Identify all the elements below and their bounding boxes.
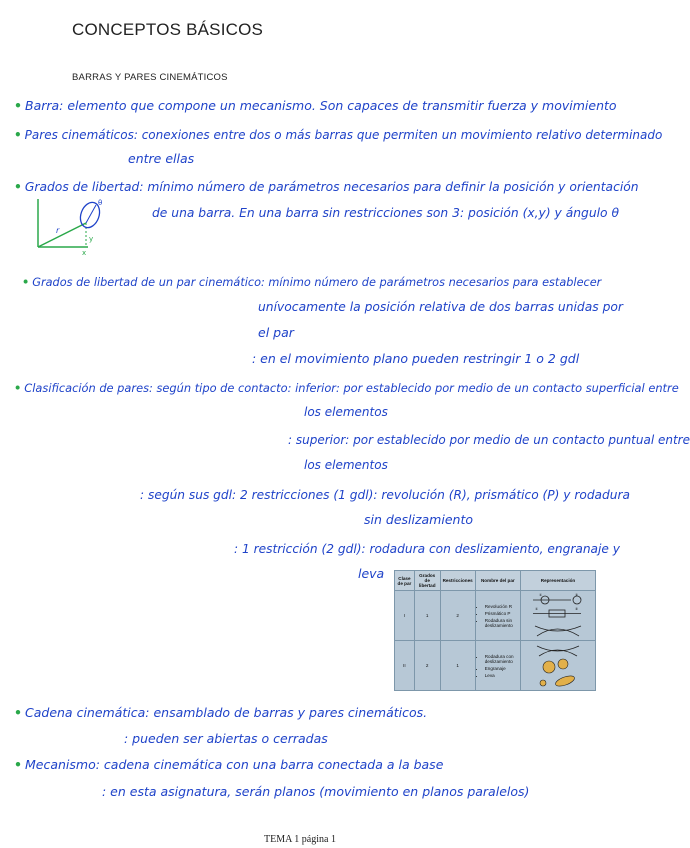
table-cell [475,641,520,691]
note-line-gdl [14,179,639,195]
note-line-clas-2: los elementos [304,405,388,419]
table-cell: I [395,591,415,641]
note-text: Grados de libertad: mínimo número de parámetros necesarios para definir la posición y orientación [24,180,639,194]
bar-axis [86,205,96,223]
note-line-pares [14,127,662,143]
page-title: CONCEPTOS BÁSICOS [72,20,264,39]
pair-name: • Rodadura sin deslizamiento [485,618,518,628]
position-vector [38,223,86,247]
note-line-cadena [14,705,427,721]
barra-sketch [26,195,116,257]
gear-icon [543,661,555,673]
label-x: x [82,249,87,257]
note-text: Grados de libertad de un par cinemático: mínimo número de parámetros necesarios para establecer [32,276,602,289]
note-line-gdl-cont: de una barra. En una barra sin restricciones son 3: posición (x,y) y ángulo θ [152,206,620,220]
rolling-contact-icon [535,626,581,631]
table-header: Representación [520,571,595,591]
table-cell: 2 [414,641,440,691]
rep-label: ① [538,593,543,597]
section-subtitle: BARRAS Y PARES CINEMÁTICOS [72,72,228,83]
table-cell-representation [520,641,595,691]
note-line-barra [14,98,617,114]
table-cell: 1 [440,641,475,691]
table-header: Nombre del par [475,571,520,591]
bullet: • [14,98,22,113]
rep-label: ① [534,607,539,611]
table-header: Restricciones [440,571,475,591]
bullet: • [14,705,22,720]
pair-name: • Revolución R [485,604,518,609]
note-text: Cadena cinemática: ensamblado de barras y pares cinemáticos. [25,705,428,720]
note-text: Pares cinemáticos: conexiones entre dos o más barras que permiten un movimiento relativo determinado [24,128,663,142]
table-cell: 2 [440,591,475,641]
table-cell: 1 [414,591,440,641]
pairs-classification-table [394,570,596,689]
table-header: Grados de libertad [414,571,440,591]
note-text: Clasificación de pares: según tipo de contacto: inferior: por establecido por medio de un contacto superficial entre [24,381,679,395]
note-text: Mecanismo: cadena cinemática con una barra conectada a la base [25,757,444,772]
bullet: • [22,276,30,289]
rep-label: ② [574,607,579,611]
note-line-clas-6: sin deslizamiento [364,512,473,527]
note-line-clasificacion [14,380,679,396]
table-header: Clase de par [395,571,415,591]
table-cell: II [395,641,415,691]
bullet: • [14,180,22,194]
pair-representation-class-1 [523,592,593,638]
note-line-clas-3: : superior: por establecido por medio de un contacto puntual entre [288,433,690,447]
note-line-mecanismo-2: : en esta asignatura, serán planos (movimiento en planos paralelos) [102,784,530,799]
label-r: r [56,226,60,235]
label-y: y [89,235,94,243]
note-line-gdl-par-2: unívocamente la posición relativa de dos barras unidas por [258,300,623,314]
pair-name: • Rodadura con deslizamiento [485,654,518,664]
cam-icon [554,674,576,688]
pair-name: • Engranaje [485,666,518,671]
page-footer: TEMA 1 página 1 [264,834,336,845]
note-line-clas-8: leva [358,566,385,581]
note-line-cadena-2: : pueden ser abiertas o cerradas [124,731,328,746]
note-line-clas-7: : 1 restricción (2 gdl): rodadura con deslizamiento, engranaje y [234,542,620,556]
pair-name: • Prismático P [485,611,518,616]
pair-representation-class-2 [523,642,593,688]
note-text: Barra: elemento que compone un mecanismo. Son capaces de transmitir fuerza y movimiento [25,98,617,113]
bullet: • [14,757,22,772]
gear-icon [558,659,568,669]
bullet: • [14,381,22,395]
rep-label: ② [574,593,579,597]
pair-name: • Leva [485,673,518,678]
note-line-clas-5: : según sus gdl: 2 restricciones (1 gdl): revolución (R), prismático (P) y rodadura [140,488,630,502]
table-cell [475,591,520,641]
note-line-clas-4: los elementos [304,458,388,472]
note-line-gdl-par [22,275,601,291]
note-line-gdl-par-3: el par [258,325,294,340]
label-theta: θ [98,199,103,207]
table-cell-representation [520,591,595,641]
note-line-mecanismo [14,757,443,773]
note-line-pares-cont: entre ellas [128,151,195,166]
note-line-gdl-par-4: : en el movimiento plano pueden restringir 1 o 2 gdl [252,351,580,366]
bullet: • [14,128,22,142]
